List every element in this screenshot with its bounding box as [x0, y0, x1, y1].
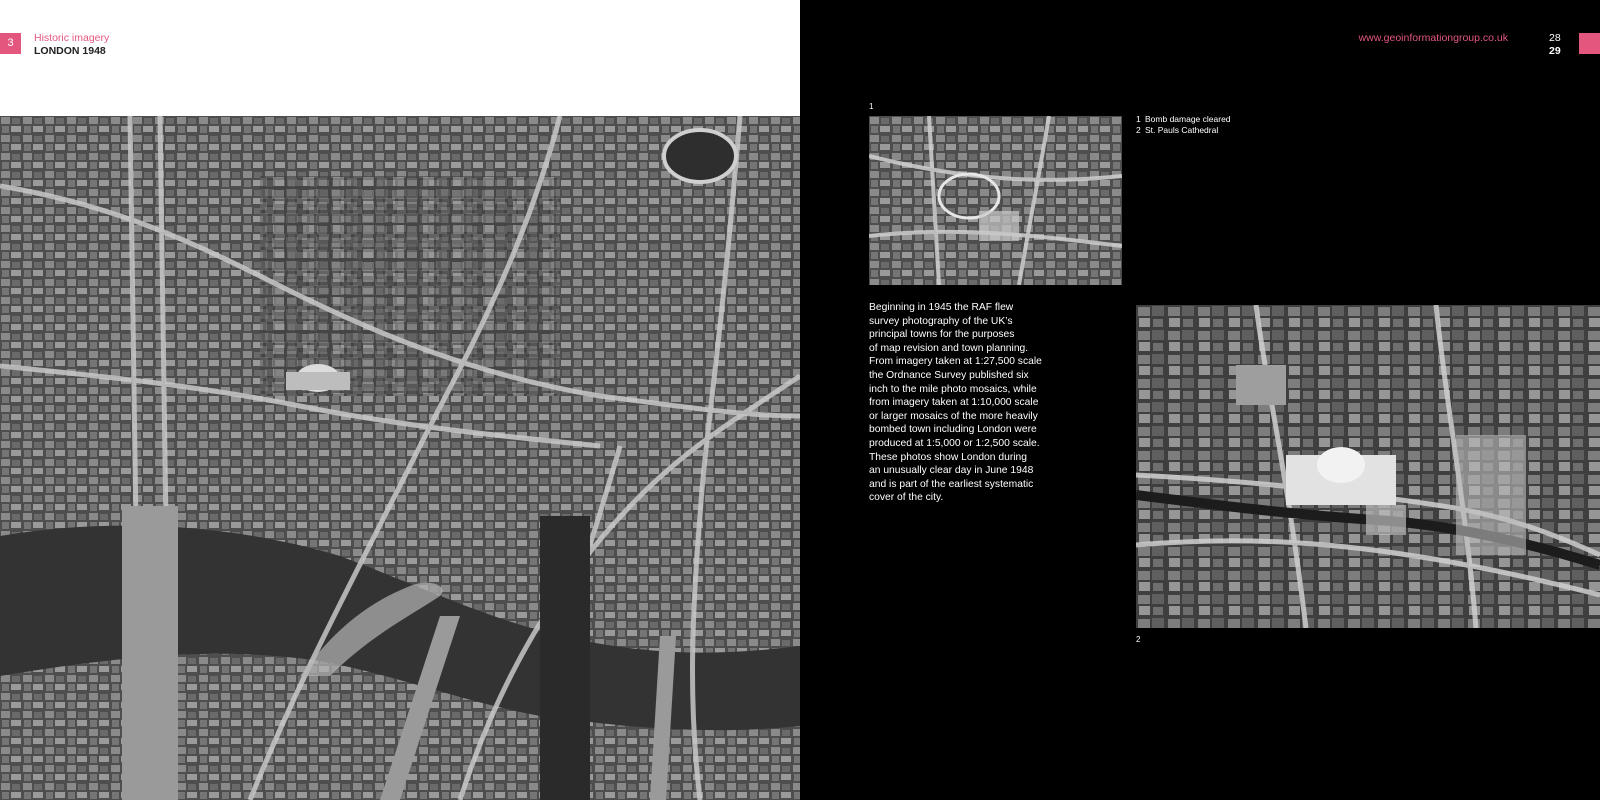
aerial-photo-st-pauls: [1136, 305, 1600, 628]
body-line: Beginning in 1945 the RAF flew: [869, 302, 1014, 313]
aerial-photo-1-graphic: [869, 116, 1122, 285]
section-title: Historic imagery: [34, 32, 110, 44]
body-line: or larger mosaics of the more heavily: [869, 410, 1038, 422]
caption-number: 2: [1136, 125, 1141, 135]
body-line: of map revision and town planning.: [869, 342, 1029, 354]
body-line: produced at 1:5,000 or 1:2,500 scale.: [869, 437, 1040, 449]
accent-tab: [1579, 33, 1600, 54]
figure-captions: [1136, 114, 1231, 136]
figure-1-label: 1: [869, 102, 874, 111]
aerial-photo-bomb-damage: [869, 116, 1122, 285]
website-url[interactable]: www.geoinformationgroup.co.uk: [1358, 32, 1508, 44]
body-line: bombed town including London were: [869, 424, 1037, 436]
aerial-photo-london-1948: [0, 116, 800, 800]
page-number-right: 29: [1549, 45, 1561, 57]
caption-text: Bomb damage cleared: [1145, 114, 1231, 124]
body-line: From imagery taken at 1:27,500 scale: [869, 356, 1042, 368]
body-line: survey photography of the UK’s: [869, 315, 1013, 327]
aerial-photo-2-graphic: [1136, 305, 1600, 628]
body-line: inch to the mile photo mosaics, while: [869, 383, 1037, 395]
caption-text: St. Pauls Cathedral: [1145, 125, 1219, 135]
body-line: and is part of the earliest systematic: [869, 478, 1034, 490]
section-number-badge: 3: [0, 33, 21, 54]
caption-item: [1136, 114, 1231, 125]
section-subtitle: LONDON 1948: [34, 45, 106, 57]
aerial-photo-main-graphic: [0, 116, 800, 800]
body-line: the Ordnance Survey published six: [869, 369, 1029, 381]
body-text: [869, 301, 1049, 505]
caption-item: [1136, 125, 1231, 136]
body-line: an unusually clear day in June 1948: [869, 465, 1034, 477]
body-line: cover of the city.: [869, 492, 944, 504]
body-line: These photos show London during: [869, 451, 1027, 463]
body-line: from imagery taken at 1:10,000 scale: [869, 397, 1039, 409]
figure-2-label: 2: [1136, 635, 1141, 644]
page-number-left: 28: [1549, 32, 1561, 44]
caption-number: 1: [1136, 114, 1141, 124]
body-line: principal towns for the purposes: [869, 329, 1015, 341]
